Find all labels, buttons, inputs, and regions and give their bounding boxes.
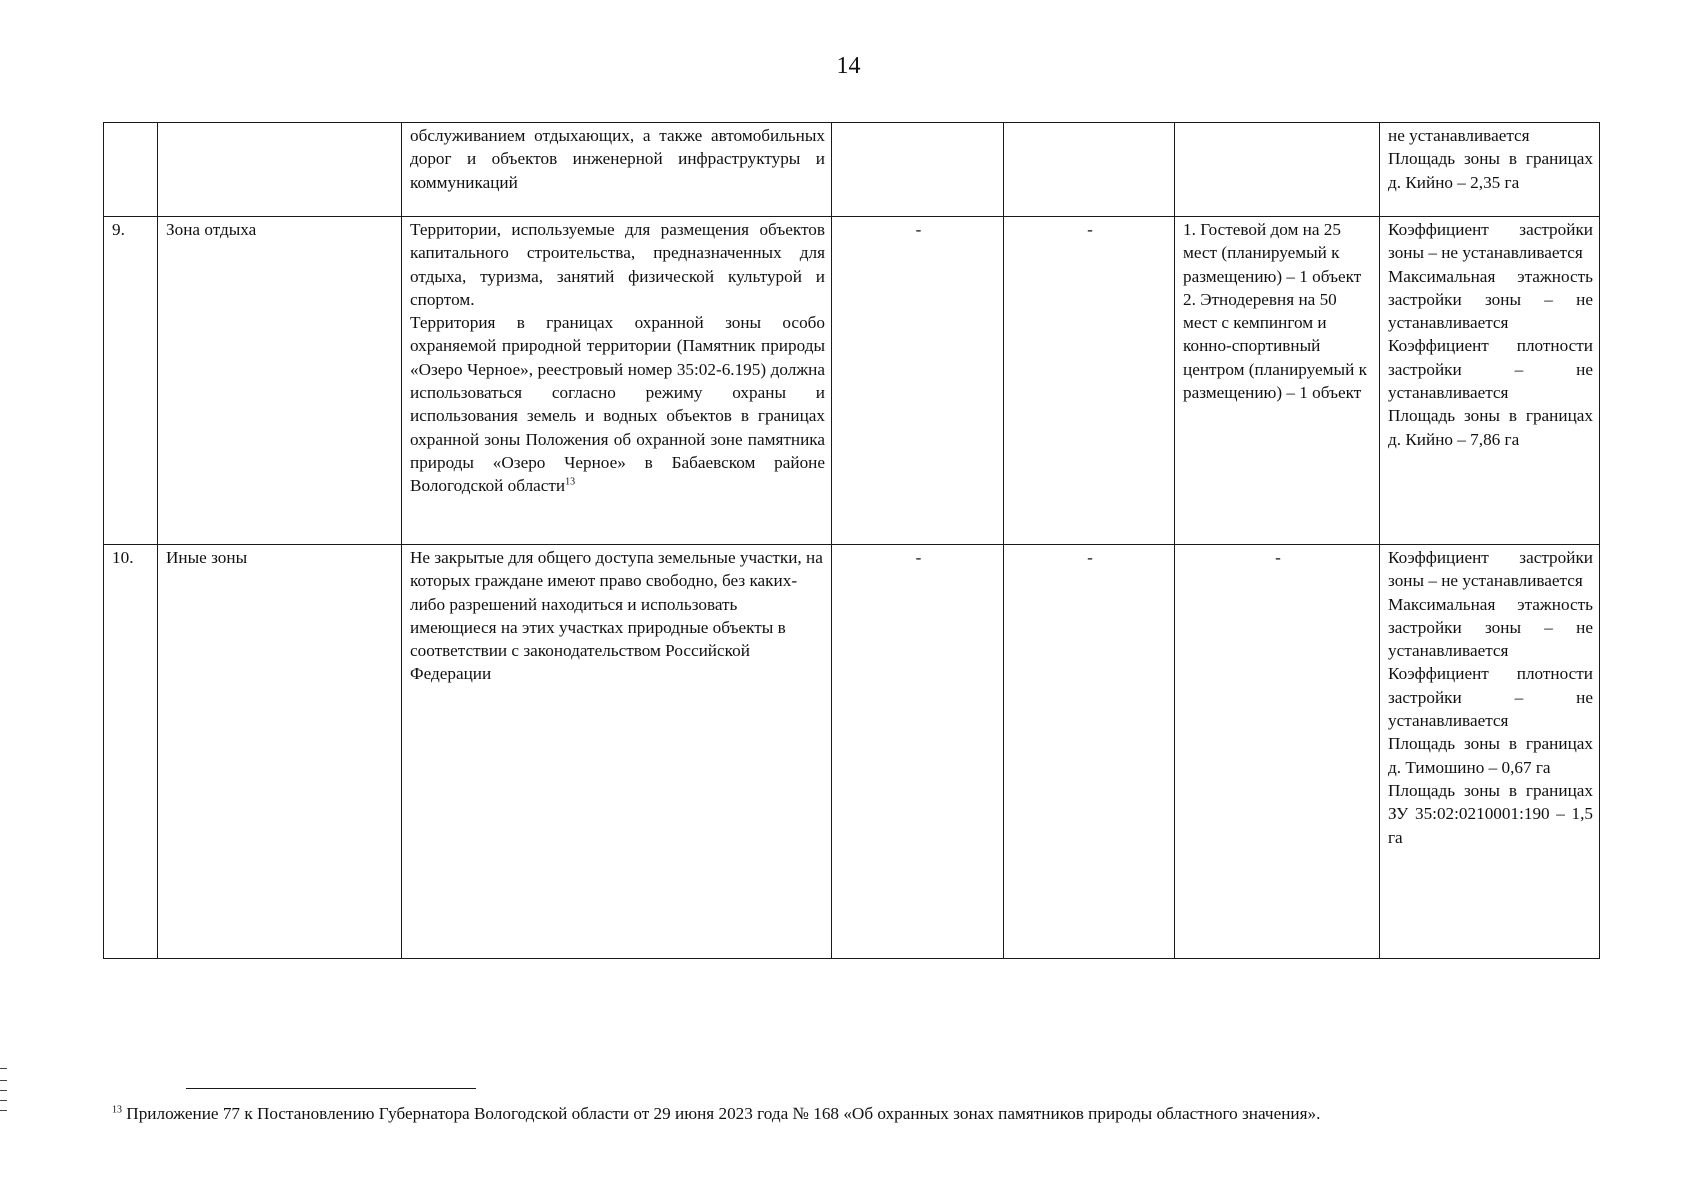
footnote-reference: 13: [565, 476, 576, 488]
footnote-text: Приложение 77 к Постановлению Губернатора Вологодской области от 29 июня 2023 года № 168 «Об охранных зонах памятников природы областного значения».: [126, 1104, 1321, 1123]
column-5-cell: -: [1004, 545, 1175, 959]
footnote-separator: [186, 1088, 476, 1089]
parameter-line: Площадь зоны в границах д. Кийно – 2,35 га: [1388, 149, 1593, 192]
planned-objects-cell: [1175, 217, 1380, 545]
footnote: [112, 1103, 1612, 1125]
zones-table: [103, 122, 1600, 959]
column-4-cell: [832, 123, 1004, 217]
description-cell: [402, 217, 832, 545]
planned-objects-cell: [1175, 123, 1380, 217]
table-row: [104, 217, 1600, 545]
parameters-cell: [1380, 217, 1600, 545]
parameter-line: Коэффициент плотности застройки – не устанавливается: [1388, 336, 1593, 403]
parameter-line: Максимальная этажность застройки зоны – не устанавливается: [1388, 266, 1593, 333]
table-row: [104, 123, 1600, 217]
row-number-cell: [104, 123, 158, 217]
column-4-cell: -: [832, 217, 1004, 545]
parameter-line: Коэффициент застройки зоны – не устанавливается: [1388, 220, 1593, 263]
footnote-marker: 13: [112, 1104, 122, 1116]
row-number-cell: 10.: [104, 545, 158, 959]
planned-object-item: 1. Гостевой дом на 25 мест (планируемый к размещению) – 1 объект: [1183, 220, 1362, 286]
parameter-line: Коэффициент застройки зоны – не устанавливается: [1388, 548, 1593, 591]
column-5-cell: [1004, 123, 1175, 217]
table-row: [104, 545, 1600, 959]
parameter-line: Площадь зоны в границах д. Тимошино – 0,67 га: [1388, 734, 1593, 777]
description-cell: Не закрытые для общего доступа земельные участки, на которых граждане имеют право свободно, без каких-либо разрешений находиться и использовать имеющиеся на этих участках природные объекты в соответствии с законодательством Российской Федерации: [402, 545, 832, 959]
zone-name-cell: Зона отдыха: [158, 217, 402, 545]
description-paragraph: Территории, используемые для размещения объектов капитального строительства, предназначенных для отдыха, туризма, занятий физической культурой и спортом.: [410, 220, 825, 309]
zone-name-cell: [158, 123, 402, 217]
description-text: Территория в границах охранной зоны особо охраняемой природной территории (Памятник природы «Озеро Черное», реестровый номер 35:02-6.195) должна использоваться согласно режиму охраны и использования земель и водных объектов в границах охранной зоны Положения об охранной зоне памятника природы «Озеро Черное» в Бабаевском районе Вологодской области: [410, 313, 825, 496]
parameter-line: Площадь зоны в границах ЗУ 35:02:0210001:190 – 1,5 га: [1388, 780, 1593, 847]
parameters-cell: [1380, 123, 1600, 217]
parameter-line: Максимальная этажность застройки зоны – не устанавливается: [1388, 594, 1593, 661]
scan-edge-marks: [0, 1060, 8, 1130]
row-number-cell: 9.: [104, 217, 158, 545]
parameter-line: не устанавливается: [1388, 126, 1530, 145]
planned-object-item: 2. Этнодеревня на 50 мест с кемпингом и конно-спортивный центром (планируемый к размещению) – 1 объект: [1183, 289, 1367, 403]
description-cell: обслуживанием отдыхающих, а также автомобильных дорог и объектов инженерной инфраструктуры и коммуникаций: [402, 123, 832, 217]
planned-objects-cell: -: [1175, 545, 1380, 959]
column-5-cell: -: [1004, 217, 1175, 545]
parameter-line: Площадь зоны в границах д. Кийно – 7,86 га: [1388, 406, 1593, 449]
zone-name-cell: Иные зоны: [158, 545, 402, 959]
parameters-cell: [1380, 545, 1600, 959]
description-paragraph: [410, 311, 825, 497]
page-number: 14: [836, 53, 861, 79]
parameter-line: Коэффициент плотности застройки – не устанавливается: [1388, 664, 1593, 731]
column-4-cell: -: [832, 545, 1004, 959]
